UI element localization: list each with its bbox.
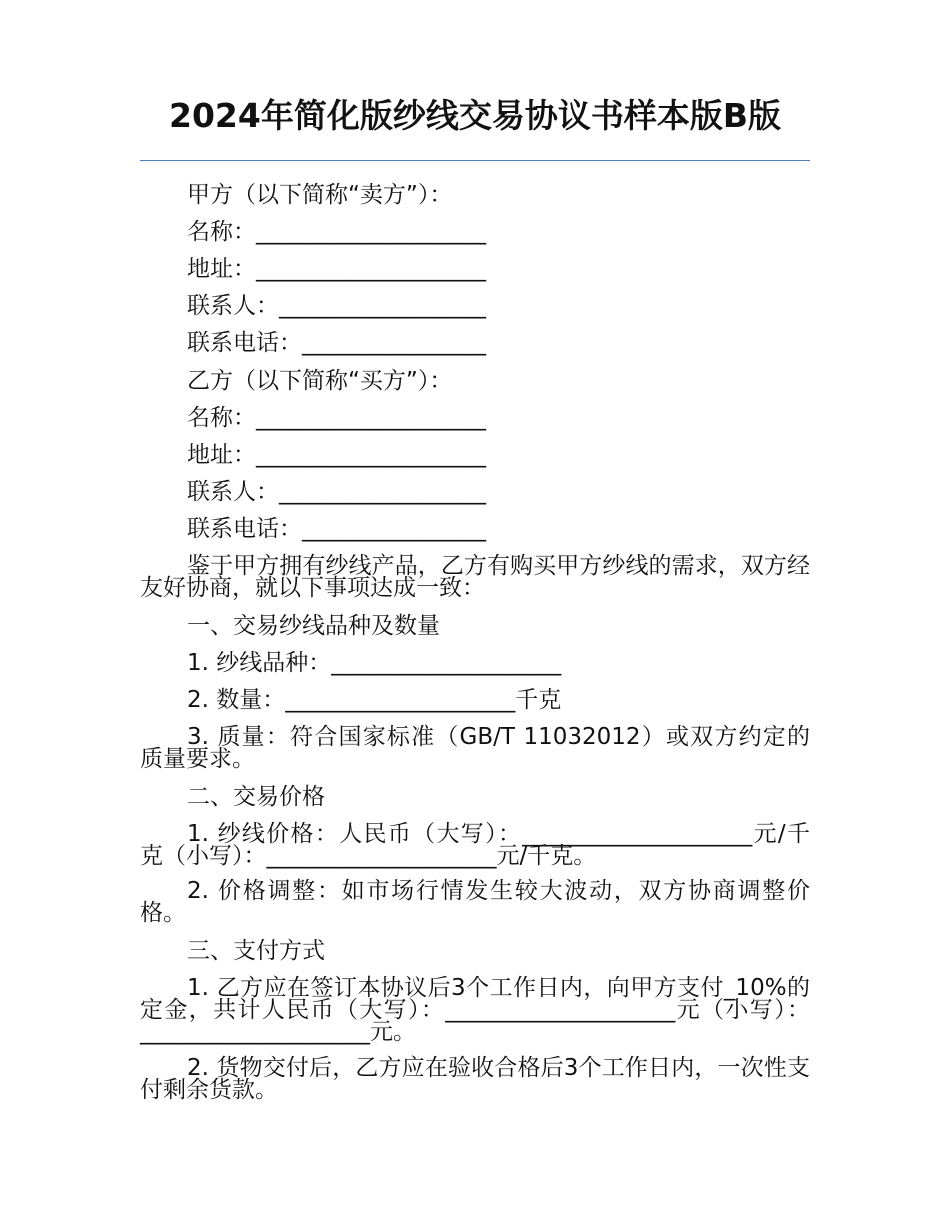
preamble-paragraph: 鉴于甲方拥有纱线产品，乙方有购买甲方纱线的需求，双方经友好协商，就以下事项达成一致： [140,553,810,601]
party-a-address: 地址：____________________ [187,256,486,282]
section-3-item-balance: 2. 货物交付后，乙方应在验收合格后3个工作日内，一次性支付剩余货款。 [140,1055,810,1103]
section-3-item-deposit: 1. 乙方应在签订本协议后3个工作日内，向甲方支付_10%的定金，共计人民币（大写）：____________________元（小写）：____________________元。 [140,975,810,1045]
party-b-contact: 联系人：__________________ [187,479,486,505]
section-2-heading: 二、交易价格 [187,784,325,810]
document-title: 2024年简化版纱线交易协议书样本版B版 [169,96,781,135]
party-b-phone: 联系电话：________________ [187,516,486,542]
party-a-heading: 甲方（以下简称“卖方”）： [187,182,453,208]
party-b-heading: 乙方（以下简称“买方”）： [187,368,453,394]
section-2-item-price: 1. 纱线价格：人民币（大写）：____________________元/千克（小写）：____________________元/千克。 [140,821,810,869]
section-1-item-quantity: 2. 数量：____________________千克 [187,687,562,713]
party-b-name: 名称：____________________ [187,405,486,431]
party-a-name: 名称：____________________ [187,219,486,245]
section-1-heading: 一、交易纱线品种及数量 [187,613,440,639]
section-3-heading: 三、支付方式 [187,938,325,964]
party-a-contact: 联系人：__________________ [187,293,486,319]
party-a-phone: 联系电话：________________ [187,330,486,356]
title-divider [140,160,810,161]
section-2-item-adjustment: 2. 价格调整：如市场行情发生较大波动，双方协商调整价格。 [140,878,810,926]
party-b-address: 地址：____________________ [187,442,486,468]
section-1-item-variety: 1. 纱线品种：____________________ [187,650,562,676]
section-1-item-quality: 3. 质量：符合国家标准（GB/T 11032012）或双方约定的质量要求。 [140,724,810,772]
